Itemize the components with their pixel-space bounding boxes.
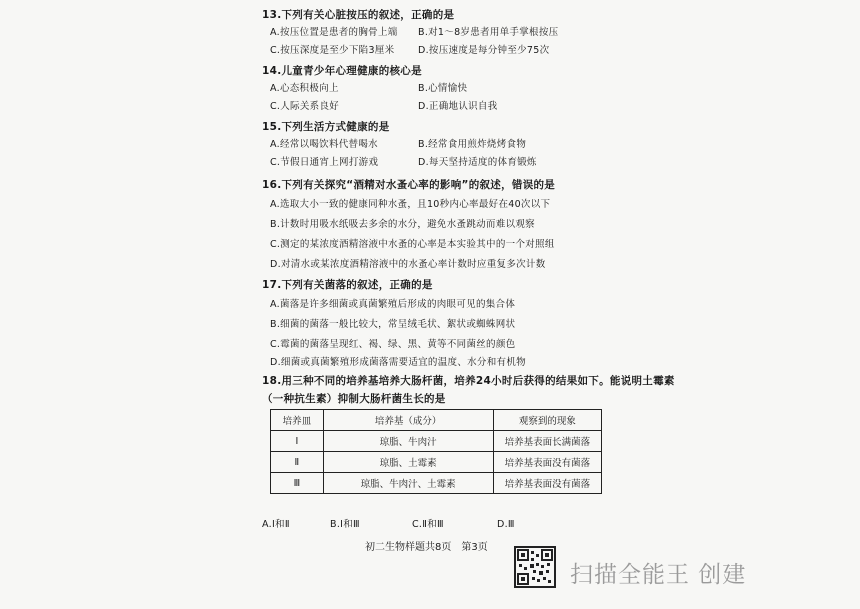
- table-row: [271, 452, 602, 473]
- observation-cell: 培养基表面没有菌落: [493, 452, 601, 473]
- question-13-option-c: C.按压深度是至少下陷3厘米: [270, 45, 395, 56]
- question-16-stem: 16.下列有关探究“酒精对水蚤心率的影响”的叙述，错误的是: [262, 179, 556, 191]
- question-16-option-c: C.测定的某浓度酒精溶液中水蚤的心率是本实验其中的一个对照组: [270, 239, 555, 250]
- header-dish: 培养皿: [271, 410, 324, 431]
- header-observation: 观察到的现象: [493, 410, 601, 431]
- medium-cell: 琼脂、牛肉汁: [323, 431, 493, 452]
- question-16-option-d: D.对清水或某浓度酒精溶液中的水蚤心率计数时应重复多次计数: [270, 259, 546, 270]
- observation-cell: 培养基表面没有菌落: [493, 473, 601, 494]
- question-17-option-b: B.细菌的菌落一般比较大，常呈绒毛状、絮状或蜘蛛网状: [270, 319, 516, 330]
- question-14-option-d: D.正确地认识自我: [418, 101, 498, 112]
- question-15-option-b: B.经常食用煎炸烧烤食物: [418, 139, 527, 150]
- question-17-option-a: A.菌落是许多细菌或真菌繁殖后形成的肉眼可见的集合体: [270, 299, 516, 310]
- medium-cell: 琼脂、牛肉汁、土霉素: [323, 473, 493, 494]
- dish-cell: Ⅲ: [271, 473, 324, 494]
- header-medium: 培养基（成分）: [323, 410, 493, 431]
- watermark-text: 扫描全能王 创建: [570, 562, 747, 588]
- question-17-option-d: D.细菌或真菌繁殖形成菌落需要适宜的温度、水分和有机物: [270, 357, 526, 368]
- dish-cell: Ⅱ: [271, 452, 324, 473]
- question-15-stem: 15.下列生活方式健康的是: [262, 121, 390, 133]
- question-17-stem: 17.下列有关菌落的叙述，正确的是: [262, 279, 433, 291]
- table-row: [271, 431, 602, 452]
- question-18-option-b: B.Ⅰ和Ⅲ: [330, 519, 360, 530]
- dish-cell: Ⅰ: [271, 431, 324, 452]
- question-14-stem: 14.儿童青少年心理健康的核心是: [262, 65, 422, 77]
- table-row: [271, 473, 602, 494]
- question-16-option-b: B.计数时用吸水纸吸去多余的水分，避免水蚤跳动而难以观察: [270, 219, 535, 230]
- question-13-stem: 13.下列有关心脏按压的叙述，正确的是: [262, 9, 455, 21]
- culture-results-table: [270, 409, 602, 494]
- question-17-option-c: C.霉菌的菌落呈现红、褐、绿、黑、黄等不同菌丝的颜色: [270, 339, 516, 350]
- question-13-option-b: B.对1～8岁患者用单手掌根按压: [418, 27, 559, 38]
- question-18-option-a: A.Ⅰ和Ⅱ: [262, 519, 290, 530]
- question-15-option-a: A.经常以喝饮料代替喝水: [270, 139, 378, 150]
- question-16-option-a: A.选取大小一致的健康同种水蚤，且10秒内心率最好在40次以下: [270, 199, 551, 210]
- page-footer: 初二生物样题共8页 第3页: [365, 542, 488, 553]
- question-14-option-b: B.心情愉快: [418, 83, 468, 94]
- question-15-option-d: D.每天坚持适度的体育锻炼: [418, 157, 537, 168]
- question-18-stem-line-2: （一种抗生素）抑制大肠杆菌生长的是: [262, 393, 446, 405]
- question-18-stem-line-1: 18.用三种不同的培养基培养大肠杆菌，培养24小时后获得的结果如下。能说明土霉素: [262, 375, 675, 387]
- medium-cell: 琼脂、土霉素: [323, 452, 493, 473]
- qr-code-icon: [514, 546, 556, 588]
- table-header-row: [271, 410, 602, 431]
- question-14-option-a: A.心态积极向上: [270, 83, 339, 94]
- question-13-option-d: D.按压速度是每分钟至少75次: [418, 45, 550, 56]
- observation-cell: 培养基表面长满菌落: [493, 431, 601, 452]
- question-18-option-c: C.Ⅱ和Ⅲ: [412, 519, 444, 530]
- question-15-option-c: C.节假日通宵上网打游戏: [270, 157, 379, 168]
- question-18-option-d: D.Ⅲ: [497, 519, 515, 530]
- question-13-option-a: A.按压位置是患者的胸骨上端: [270, 27, 398, 38]
- question-14-option-c: C.人际关系良好: [270, 101, 340, 112]
